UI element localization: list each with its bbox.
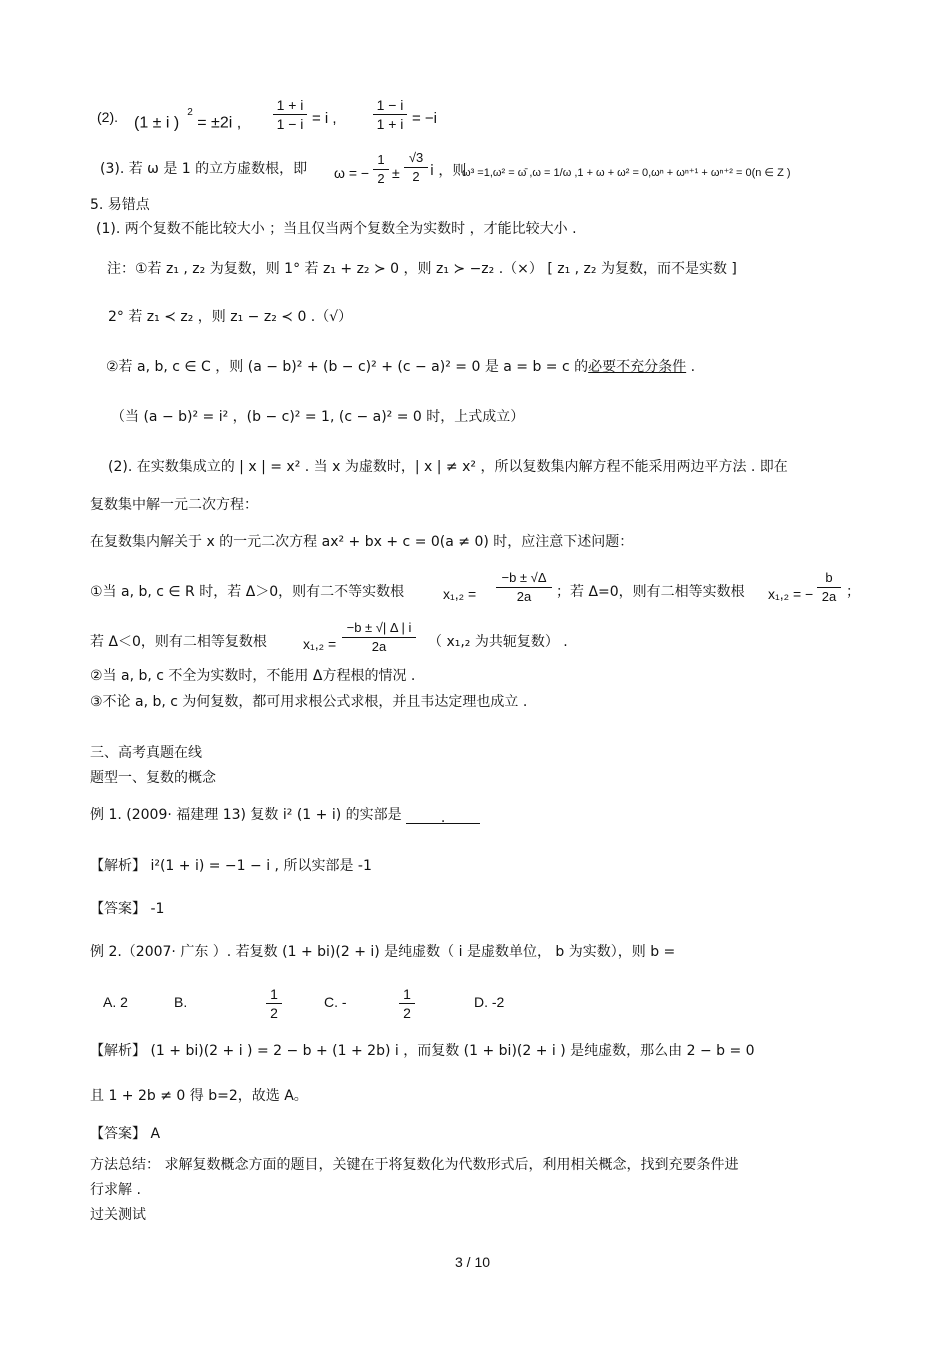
section-3-title: 三、高考真题在线	[90, 745, 202, 761]
identity-eq-1: = i ,	[312, 110, 337, 127]
fraction-sqrt3: $\frac{√3}{2}$	[404, 150, 428, 186]
case-4: ③不论 a, b, c 为何复数，都可用求根公式求根，并且韦达定理也成立 .	[90, 694, 528, 710]
case-2-post: （ x₁,₂ 为共轭复数） .	[428, 634, 568, 650]
option-c-fraction: $\frac{1}{2}$	[399, 986, 415, 1022]
case-1-mid: ；若 Δ=0，则有二相等实数根	[556, 584, 745, 600]
point-2: (2). 在实数集成立的 | x | = x² . 当 x 为虚数时，| x | ≠ x² ，所以复数集内解方程不能采用两边平方法 . 即在	[108, 459, 788, 475]
root-formula-2: $\frac{b}{2a}$	[817, 570, 841, 606]
example-1-answer: 【答案】 -1	[90, 901, 165, 917]
type-1-title: 题型一、复数的概念	[90, 770, 216, 786]
section-5-title: 5. 易错点	[90, 197, 150, 213]
example-1-analysis: 【解析】 i²(1 + i) = −1 − i , 所以实部是 -1	[90, 858, 372, 874]
note-4: （当 (a − b)² = i² ，(b − c)² = 1, (c − a)² = 0 时，上式成立）	[111, 409, 525, 425]
omega-i: i ，则	[430, 163, 467, 179]
root-x12: x₁,₂ =	[443, 586, 477, 602]
fraction-2: $\frac{1 - i}{1 + i}$	[373, 97, 407, 133]
example-1: 例 1. (2009· 福建理 13) 复数 i² (1 + i) 的实部是 .	[90, 806, 480, 824]
omega-def: ω = −	[334, 165, 370, 181]
option-b-fraction: $\frac{1}{2}$	[266, 986, 282, 1022]
example-2-analysis-cont: 且 1 + 2b ≠ 0 得 b=2，故选 A。	[90, 1088, 308, 1104]
method-summary: 方法总结： 求解复数概念方面的题目，关键在于将复数化为代数形式后，利用相关概念，找到充要条件进	[90, 1157, 739, 1173]
quadratic-intro: 在复数集内解关于 x 的一元二次方程 ax² + bx + c = 0(a ≠ 0) 时，应注意下述问题：	[90, 534, 634, 550]
example-2: 例 2.（2007· 广东 ）. 若复数 (1 + bi)(2 + i) 是纯虚数（ i 是虚数单位， b 为实数），则 b =	[90, 944, 676, 960]
answer-blank: .	[406, 809, 480, 824]
option-c: C. -	[324, 994, 347, 1010]
case-1-end: ；	[846, 584, 860, 600]
page-number: 3 / 10	[455, 1254, 491, 1270]
example-2-answer: 【答案】 A	[90, 1126, 161, 1142]
root-formula-1: $\frac{-b \pm √\Delta}{2a}$	[496, 570, 552, 606]
option-b: B.	[174, 994, 188, 1010]
example-2-analysis: 【解析】 (1 + bi)(2 + i ) = 2 − b + (1 + 2b) i ，而复数 (1 + bi)(2 + i ) 是纯虚数，那么由 2 − b = 0	[90, 1043, 755, 1059]
identity-eq-2: = −i	[412, 110, 438, 127]
identity-2-label: (2).	[97, 109, 118, 125]
plus-minus: ±	[392, 165, 400, 181]
underlined-condition: 必要不充分条件	[588, 359, 687, 375]
case-3: ②当 a, b, c 不全为实数时，不能用 Δ方程根的情况 .	[90, 668, 416, 684]
note-3: ②若 a, b, c ∈ C ，则 (a − b)² + (b − c)² + (c − a)² = 0 是 a = b = c 的必要不充分条件 .	[106, 359, 696, 375]
point-2-cont: 复数集中解一元二次方程：	[90, 497, 258, 513]
root-formula-3: $\frac{-b \pm √| \Delta | i}{2a}$	[342, 620, 416, 656]
point-1: (1). 两个复数不能比较大小 ；当且仅当两个复数全为实数时 ，才能比较大小 .	[96, 221, 577, 237]
case-2-text: 若 Δ＜0，则有二相等复数根	[90, 634, 267, 650]
omega-properties: ω³ =1,ω² = ω̄ ,ω = 1/ω ,1 + ω + ω² = 0,ωⁿ + ωⁿ⁺¹ + ωⁿ⁺² = 0(n ∈ Z )	[462, 167, 791, 179]
option-d: D. -2	[474, 994, 505, 1010]
root-x12-b: x₁,₂ = −	[768, 586, 814, 602]
practice-heading: 过关测试	[90, 1207, 146, 1223]
cube-root-text: (3). 若 ω 是 1 的立方虚数根，即	[100, 161, 308, 177]
case-1-text: ①当 a, b, c ∈ R 时，若 Δ＞0，则有二不等实数根	[90, 584, 405, 600]
fraction-half: $\frac{1}{2}$	[373, 152, 389, 188]
note-2: 2° 若 z₁ ≺ z₂ ，则 z₁ − z₂ ≺ 0 .（√）	[108, 309, 353, 325]
root-x12-c: x₁,₂ =	[303, 636, 337, 652]
identity-expr: (1 ± i )$^2$ = ±2i ,	[134, 107, 242, 132]
option-a: A. 2	[103, 994, 128, 1010]
note-1: 注：①若 z₁ , z₂ 为复数，则 1° 若 z₁ + z₂ ≻ 0 ，则 z₁ ≻ −z₂ .（×） [ z₁ , z₂ 为复数，而不是实数 ]	[107, 261, 737, 277]
method-summary-cont: 行求解 .	[90, 1182, 141, 1198]
fraction-1: $\frac{1 + i}{1 - i}$	[273, 97, 307, 133]
